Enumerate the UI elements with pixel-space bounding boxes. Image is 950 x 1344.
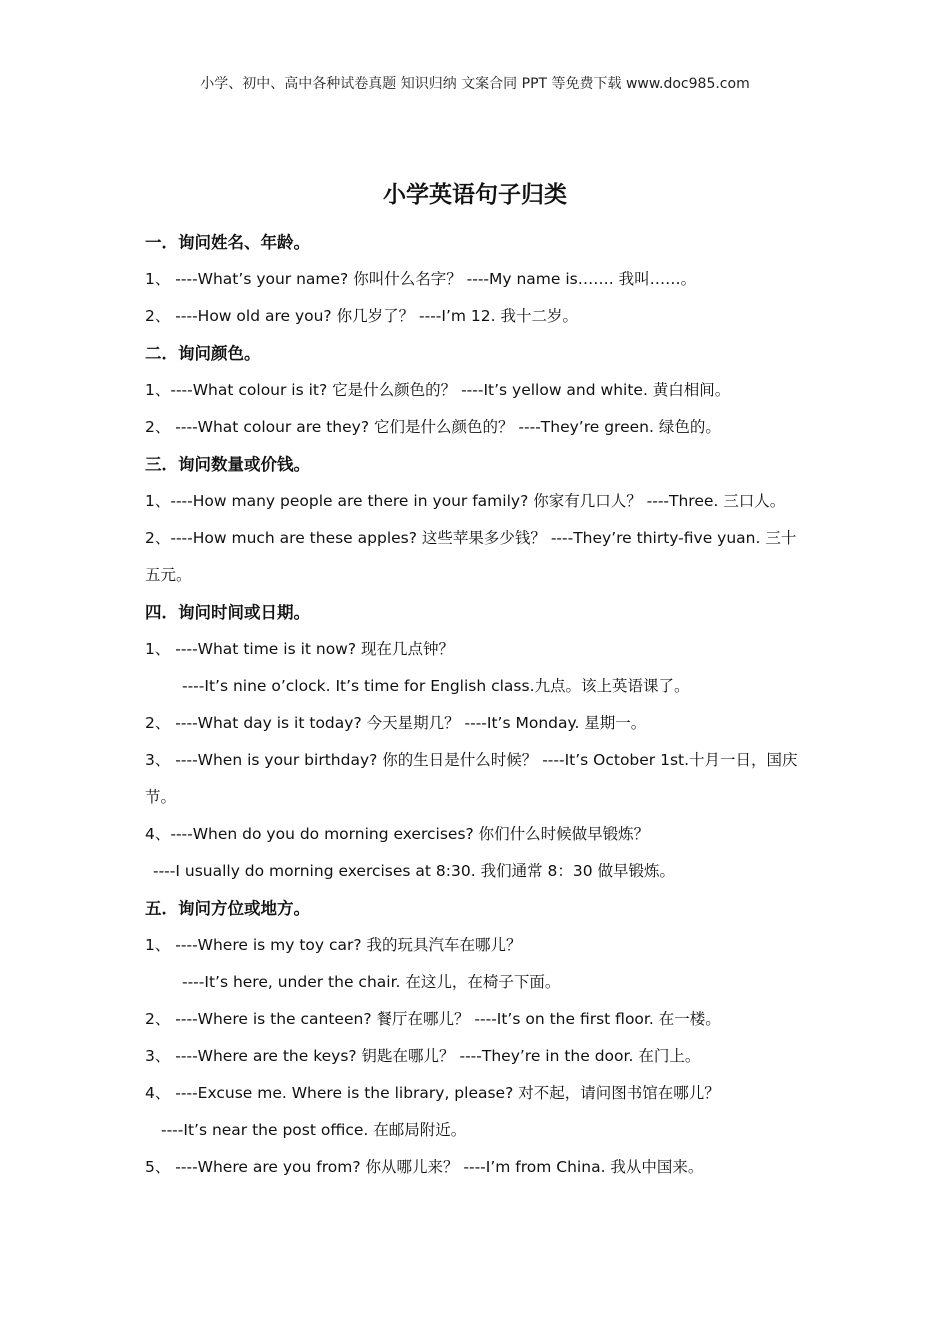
- sentence-line: 3、 ----Where are the keys? 钥匙在哪儿？ ----They’re in the door. 在门上。: [145, 1047, 701, 1065]
- section-heading: 四．询问时间或日期。: [145, 603, 310, 622]
- sentence-line: 2、 ----How old are you? 你几岁了？ ----I’m 12. 我十二岁。: [145, 307, 578, 325]
- sentence-line: 5、 ----Where are you from? 你从哪儿来？ ----I’m from China. 我从中国来。: [145, 1158, 704, 1176]
- sentence-line: 2、 ----Where is the canteen? 餐厅在哪儿？ ----It’s on the first floor. 在一楼。: [145, 1010, 721, 1028]
- sentence-line: ----It’s nine o’clock. It’s time for English class.九点。该上英语课了。: [182, 677, 690, 695]
- sentence-line: 4、 ----Excuse me. Where is the library, please? 对不起，请问图书馆在哪儿？: [145, 1084, 720, 1102]
- sentence-line: 1、----What colour is it? 它是什么颜色的？ ----It’s yellow and white. 黄白相间。: [145, 381, 731, 399]
- section-heading: 三．询问数量或价钱。: [145, 455, 310, 474]
- sentence-line: ----It’s here, under the chair. 在这儿，在椅子下面。: [182, 973, 561, 991]
- sentence-line: 1、 ----Where is my toy car? 我的玩具汽车在哪儿？: [145, 936, 522, 954]
- sentence-line: 1、----How many people are there in your family? 你家有几口人？ ----Three. 三口人。: [145, 492, 786, 510]
- sentence-line: ----I usually do morning exercises at 8:30. 我们通常 8：30 做早锻炼。: [153, 862, 676, 880]
- page-header: 小学、初中、高中各种试卷真题 知识归纳 文案合同 PPT 等免费下载 www.doc985.com: [200, 76, 750, 92]
- section-heading: 二．询问颜色。: [145, 344, 261, 363]
- sentence-line: 2、----How much are these apples? 这些苹果多少钱？ ----They’re thirty-five yuan. 三十五元。: [145, 529, 797, 584]
- sentence-line: 1、 ----What’s your name? 你叫什么名字？ ----My name is……. 我叫……。: [145, 270, 697, 288]
- section-heading: 五．询问方位或地方。: [145, 899, 310, 918]
- section-heading: 一．询问姓名、年龄。: [145, 233, 310, 252]
- page-title: 小学英语句子归类: [383, 181, 567, 208]
- sentence-line: 2、 ----What day is it today? 今天星期几？ ----It’s Monday. 星期一。: [145, 714, 647, 732]
- document-body: [145, 224, 810, 1186]
- sentence-line: 4、----When do you do morning exercises? 你们什么时候做早锻炼？: [145, 825, 650, 843]
- sentence-line: 1、 ----What time is it now? 现在几点钟？: [145, 640, 455, 658]
- sentence-line: ----It’s near the post office. 在邮局附近。: [161, 1121, 467, 1139]
- sentence-line: 3、 ----When is your birthday? 你的生日是什么时候？ ----It’s October 1st.十月一日，国庆节。: [145, 751, 798, 806]
- sentence-line: 2、 ----What colour are they? 它们是什么颜色的？ ----They’re green. 绿色的。: [145, 418, 721, 436]
